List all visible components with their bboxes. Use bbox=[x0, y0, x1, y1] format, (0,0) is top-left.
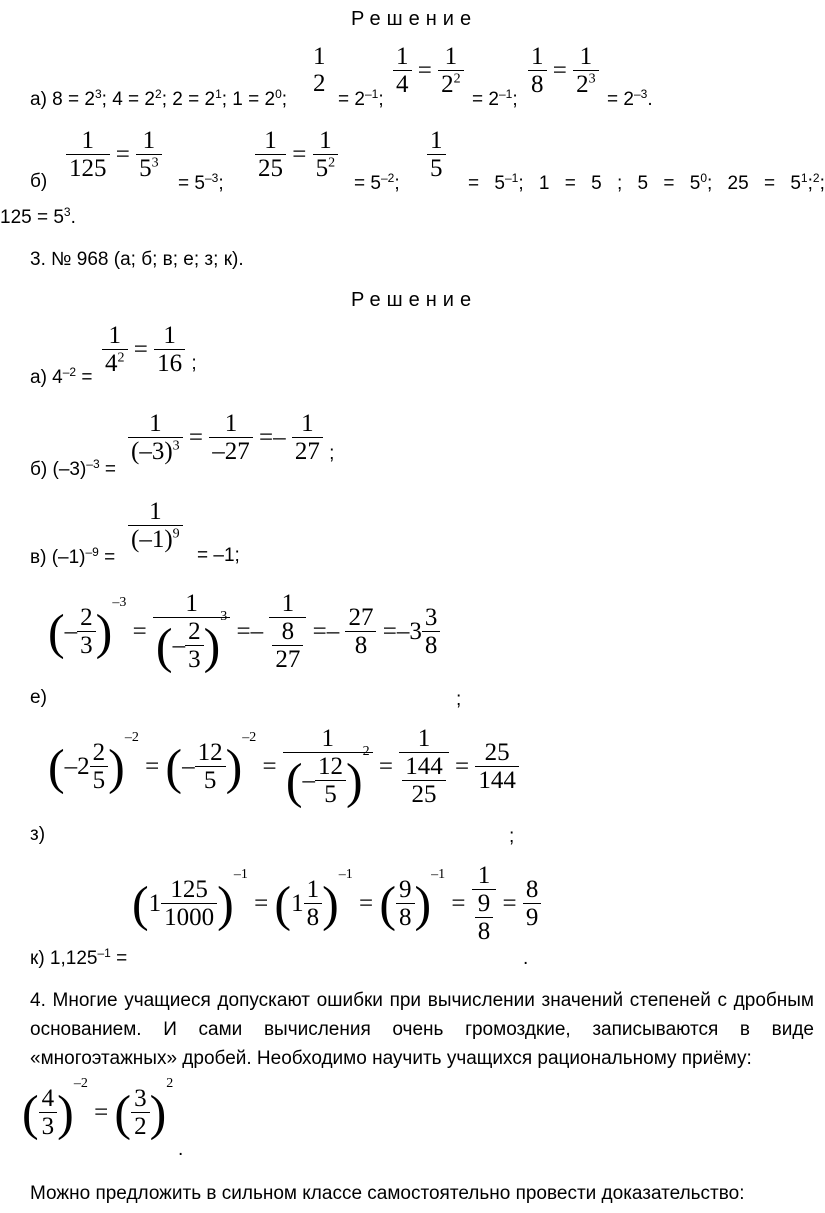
line-b-label: б) bbox=[30, 171, 48, 192]
task-3-title: 3. № 968 (а; б; в; е; з; к). bbox=[30, 249, 244, 270]
fraction-eighth: $\frac{1}{8}$ = $\frac{1}{2^3}$ bbox=[528, 43, 599, 98]
item-e-expression: (– $\frac{2}{3}$ )$^{-3}$ = 1 (– $\frac{2}{3}$ )$^3$ =– $\frac{1}{\frac{8}{27}}$ =– $\frac{27}{8}$ =–3 $\frac{3}{8}$ bbox=[48, 590, 440, 673]
fraction-1-5: $\frac{1}{5}$ bbox=[427, 127, 446, 182]
p4-formula-dot: . bbox=[178, 1139, 184, 1160]
result-2-neg1-b: = $2^{-1}$; bbox=[472, 87, 518, 110]
solution-heading-2: Решение bbox=[351, 289, 478, 311]
item-k-dot: . bbox=[523, 948, 529, 969]
item-k-expression: (1 $\frac{125}{1000}$ )$^{-1}$ = (1 $\frac{1}{8}$ )$^{-1}$ = ( $\frac{9}{8}$ )$^{-1}$ = $\frac{1}{\frac{9}{8}}$ = $\frac{8}{9}$ bbox=[132, 862, 541, 945]
result-5-neg2: = $5^{-2}$; bbox=[354, 171, 400, 194]
item-e-label: е) bbox=[30, 687, 47, 708]
item-z-label: з) bbox=[30, 824, 46, 845]
line-b-tail: = $5^{-1}$; 1 = 5 ; $5 = 5^0$; $25 = 5^1;^2$; bbox=[468, 171, 825, 194]
item-a-expression: $\frac{1}{4^2}$ = $\frac{1}{16}$ $_;$ bbox=[102, 322, 197, 377]
item-v-label: в) $(-1)^{-9}$ = bbox=[30, 545, 116, 568]
fraction-1-125: $\frac{1}{125}$ = $\frac{1}{5^3}$ bbox=[66, 127, 162, 182]
item-v-result: = –1; bbox=[197, 545, 240, 566]
p4-formula: ( $\frac{4}{3}$ )$^{-2}$ = ( $\frac{3}{2}$ )$^2$ bbox=[22, 1075, 174, 1141]
item-v-fraction: $\frac{1}{(-1)^9}$ bbox=[128, 498, 183, 553]
line-a-text: а) $8 = 2^3$; $4 = 2^2$; $2 = 2^1$; $1 = 2^0$; bbox=[30, 87, 288, 110]
fraction-1-25: $\frac{1}{25}$ = $\frac{1}{5^2}$ bbox=[255, 127, 338, 182]
result-2-neg1: = $2^{-1}$; bbox=[338, 87, 384, 110]
fraction-quarter: $\frac{1}{4}$ = $\frac{1}{2^2}$ bbox=[393, 43, 464, 98]
item-b-label: б) $(-3)^{-3}$ = bbox=[30, 457, 117, 480]
item-k-label: к) $1,125^{-1}$ = bbox=[30, 946, 128, 969]
result-5-neg3: = $5^{-3}$; bbox=[178, 171, 224, 194]
item-b-expression: $\frac{1}{(-3)^3}$ = $\frac{1}{-27}$ =– $\frac{1}{27}$ $_;$ bbox=[128, 410, 334, 465]
item-z-expression: (–2 $\frac{2}{5}$ )$^{-2}$ = (– $\frac{12}{5}$ )$^{-2}$ = 1 (– $\frac{12}{5}$ )$^2$ = $\frac{1}{\frac{144}{25}}$ = $\frac{25}{144}$ bbox=[48, 725, 519, 808]
closing-sentence: Можно предложить в сильном классе самостоятельно провести доказательство: bbox=[30, 1183, 745, 1204]
fraction-half: 1 2 bbox=[313, 43, 326, 97]
item-z-semicolon: ; bbox=[509, 826, 515, 847]
paragraph-4: 4. Многие учащиеся допускают ошибки при вычислении значений степеней с дробным основанием. И сами вычисления очень громоздкие, записываются в виде «многоэтажных» дробей. Необходимо научить учащихся рациональному приёму: bbox=[30, 990, 814, 1069]
solution-heading: Решение bbox=[351, 8, 478, 30]
line-b-wrap: $125 = 5^3$. bbox=[0, 205, 76, 228]
item-e-semicolon: ; bbox=[456, 689, 462, 710]
item-a-label: а) $4^{-2}$ = bbox=[30, 365, 93, 388]
result-2-neg3: = $2^{-3}$. bbox=[607, 87, 653, 110]
